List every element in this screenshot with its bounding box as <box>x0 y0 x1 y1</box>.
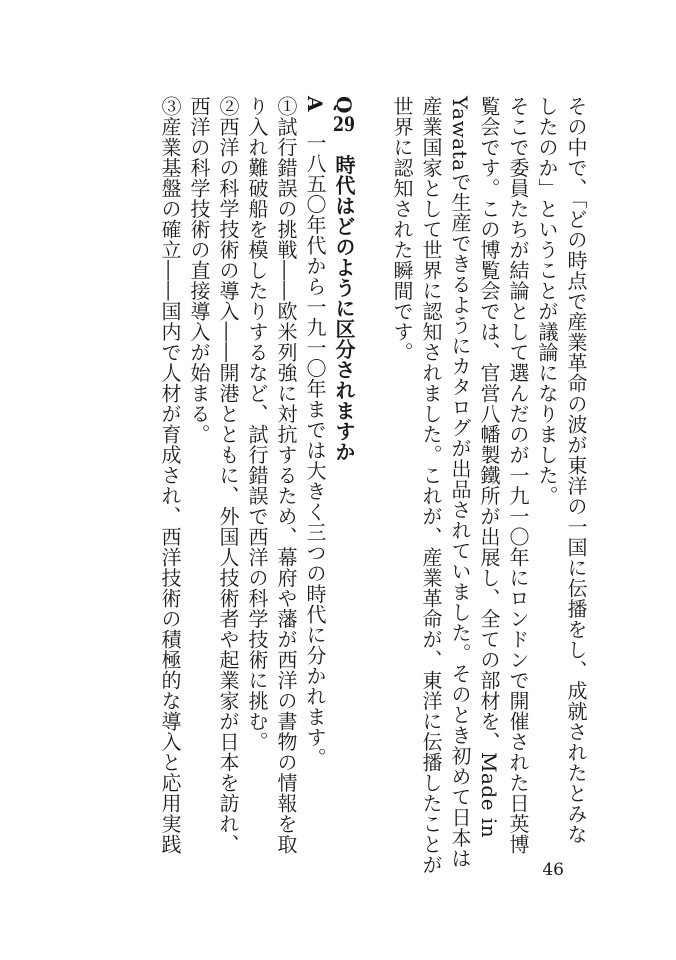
answer-first-line <box>300 96 329 846</box>
answer-line: ②西洋の科学技術の導入――開港とともに、外国人技術者や起業家が日本を訪れ、 <box>216 96 240 855</box>
paragraph-line: 産業国家として世界に認知されました。これが、産業革命が、東洋に伝播したことが <box>419 96 443 875</box>
paragraph-line: 世界に認知された瞬間です。 <box>390 96 414 363</box>
answer-label: A <box>303 96 327 113</box>
question-text: 時代はどのように区分されますか <box>332 154 356 462</box>
question-heading <box>329 96 358 846</box>
answer-line: り入れ難破船を模したりするなど、試行錯誤で西洋の科学技術に挑む。 <box>245 96 269 752</box>
paragraph-line: その中で、「どの時点で産業革命の波が東洋の一国に伝播をし、成就されたとみな <box>564 96 588 845</box>
paragraph-line: 覧会です。この博覧会では、官営八幡製鐵所が出展し、全ての部材を、Made in <box>477 96 501 839</box>
paragraph-line: Yawataで生産できるようにカタログが出品されていました。そのとき初めて日本は <box>448 96 472 869</box>
paragraph-line: したのか」ということが議論になりました。 <box>535 96 559 506</box>
answer-line: 一八五〇年代から一九一〇年までは大きく三つの時代に分かれます。 <box>303 132 327 769</box>
answer-line: ①試行錯誤の挑戦――欧米列強に対抗するため、幕府や藩が西洋の書物の情報を取 <box>274 96 298 855</box>
question-label: Q <box>332 96 356 114</box>
answer-line: 西洋の科学技術の直接導入が始まる。 <box>187 96 211 445</box>
answer-line: ③産業基盤の確立――国内で人材が育成され、西洋技術の積極的な導入と応用実践 <box>158 96 182 855</box>
page-number: 46 <box>542 860 564 880</box>
section-gap <box>358 96 387 846</box>
paragraph-line: そこで委員たちが結論として選んだのが一九一〇年にロンドンで開催された日英博 <box>506 96 530 855</box>
question-number: 29 <box>333 113 355 134</box>
